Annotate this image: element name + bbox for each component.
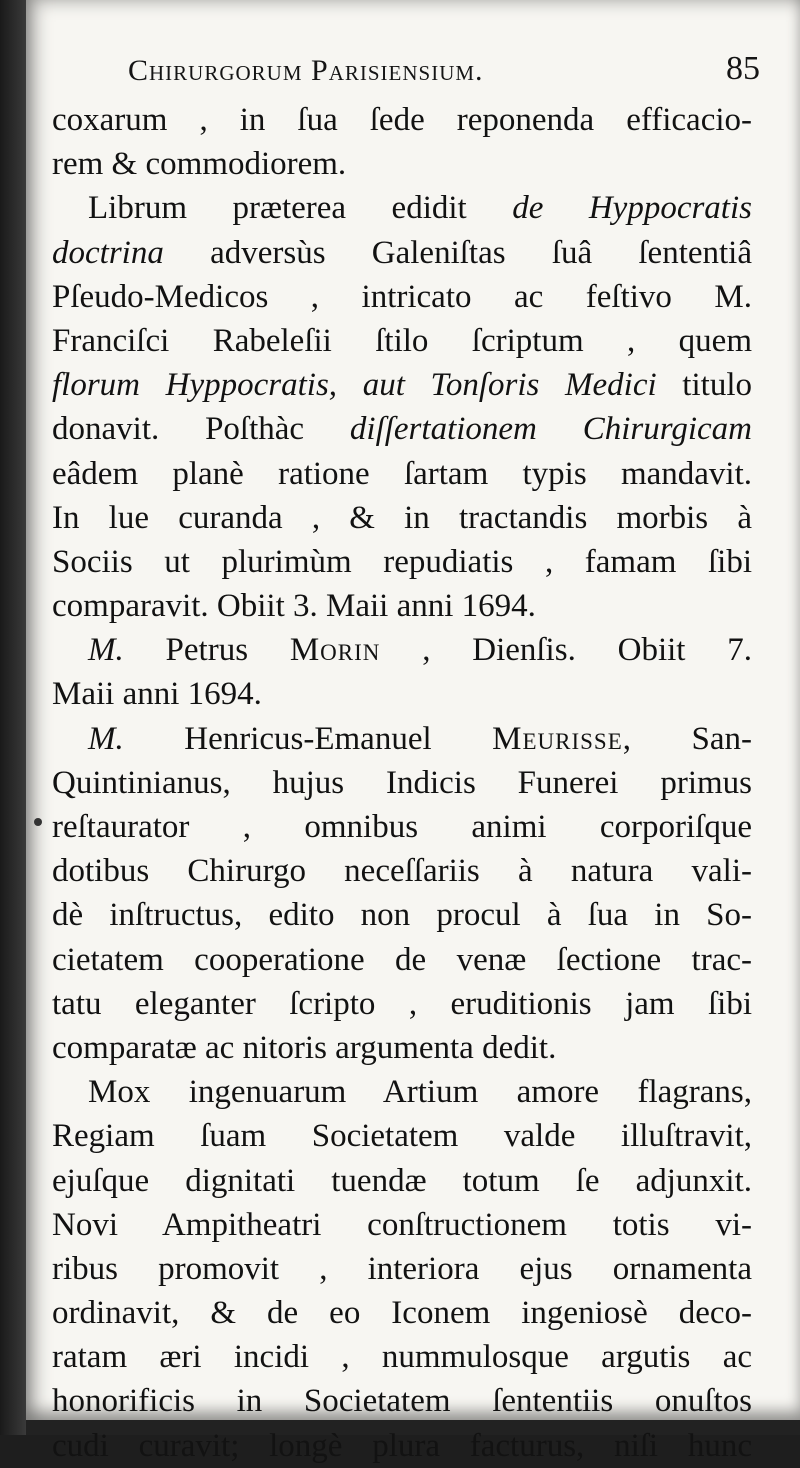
text-line: comparavit. Obiit 3. Maii anni 1694. [52,588,536,625]
text-line: coxarum , in ſua ſede reponenda efficacio- [52,102,752,138]
title-italic: M. [88,720,124,757]
page-number: 85 [726,50,760,87]
body-text [52,98,752,1468]
title-italic: diſſertationem Chirurgicam [349,411,753,448]
title-italic: florum Hyppocratis, aut Tonſoris Medici [52,367,657,404]
text-run: Petrus [123,632,290,669]
margin-dot [34,818,42,826]
text-line: tatu eleganter ſcripto , eruditionis jam ſibi [52,985,752,1022]
text-run: titulo [656,367,752,404]
text-line: ribus promovit , interiora ejus ornamenta [52,1250,752,1287]
text-line: rem & commodiorem. [52,146,347,183]
title-italic: de Hyppocratis [512,190,752,227]
text-run: Librum præterea edidit [88,190,513,227]
text-line: dotibus Chirurgo neceſſariis à natura vali- [52,853,752,890]
text-line: dè inſtructus, edito non procul à ſua in So- [52,897,752,934]
book-page [26,0,800,1464]
text-line: Pſeudo-Medicos , intricato ac feſtivo M. [52,278,752,315]
text-line: Regiam ſuam Societatem valde illuſtravit, [52,1118,752,1155]
text-line: cudi curavit; longè plura facturus, niſi hunc [52,1427,752,1464]
text-line: Maii anni 1694. [52,676,262,713]
running-head [128,48,768,98]
text-line: eâdem planè ratione ſartam typis mandavit. [52,455,752,492]
title-italic: M. [88,632,124,669]
text-run: , Dienſis. Obiit 7. [380,632,752,669]
text-line: Mox ingenuarum Artium amore flagrans, [88,1074,752,1111]
surname-smallcaps: Meurisse [492,720,623,757]
text-line: Sociis ut plurimùm repudiatis , famam ſibi [52,543,752,580]
text-line [52,363,752,407]
text-line: cietatem cooperatione de venæ ſectione trac- [52,941,752,978]
binding-shadow [0,0,26,1435]
text-line: Quintinianus, hujus Indicis Funerei primus [52,764,752,801]
text-line [52,717,752,761]
text-line [52,407,752,451]
text-line: ratam æri incidi , nummulosque argutis ac [52,1339,752,1376]
text-line: Franciſci Rabeleſii ſtilo ſcriptum , quem [52,322,752,359]
text-run: donavit. Poſthàc [52,411,350,448]
text-line [52,231,752,275]
text-line: Novi Ampitheatri conſtructionem totis vi- [52,1206,752,1243]
surname-smallcaps: Morin [289,632,381,669]
text-run: , San- [622,720,752,757]
text-line [52,186,752,230]
text-line: reſtaurator , omnibus animi corporiſque [52,809,752,845]
text-line: ordinavit, & de eo Iconem ingeniosè deco- [52,1295,752,1332]
text-line: comparatæ ac nitoris argumenta dedit. [52,1029,557,1066]
text-run: adversùs Galeniſtas ſuâ ſententiâ [163,234,752,271]
text-line: honorificis in Societatem ſententiis onuſtos [52,1383,752,1420]
title-italic: doctrina [52,234,164,271]
text-line: In lue curanda , & in tractandis morbis à [52,499,752,536]
running-title: Chirurgorum Parisiensium. [128,54,484,87]
text-line [52,628,752,672]
text-line: ejuſque dignitati tuendæ totum ſe adjunxit. [52,1162,752,1199]
text-run: Henricus-Emanuel [123,720,493,757]
